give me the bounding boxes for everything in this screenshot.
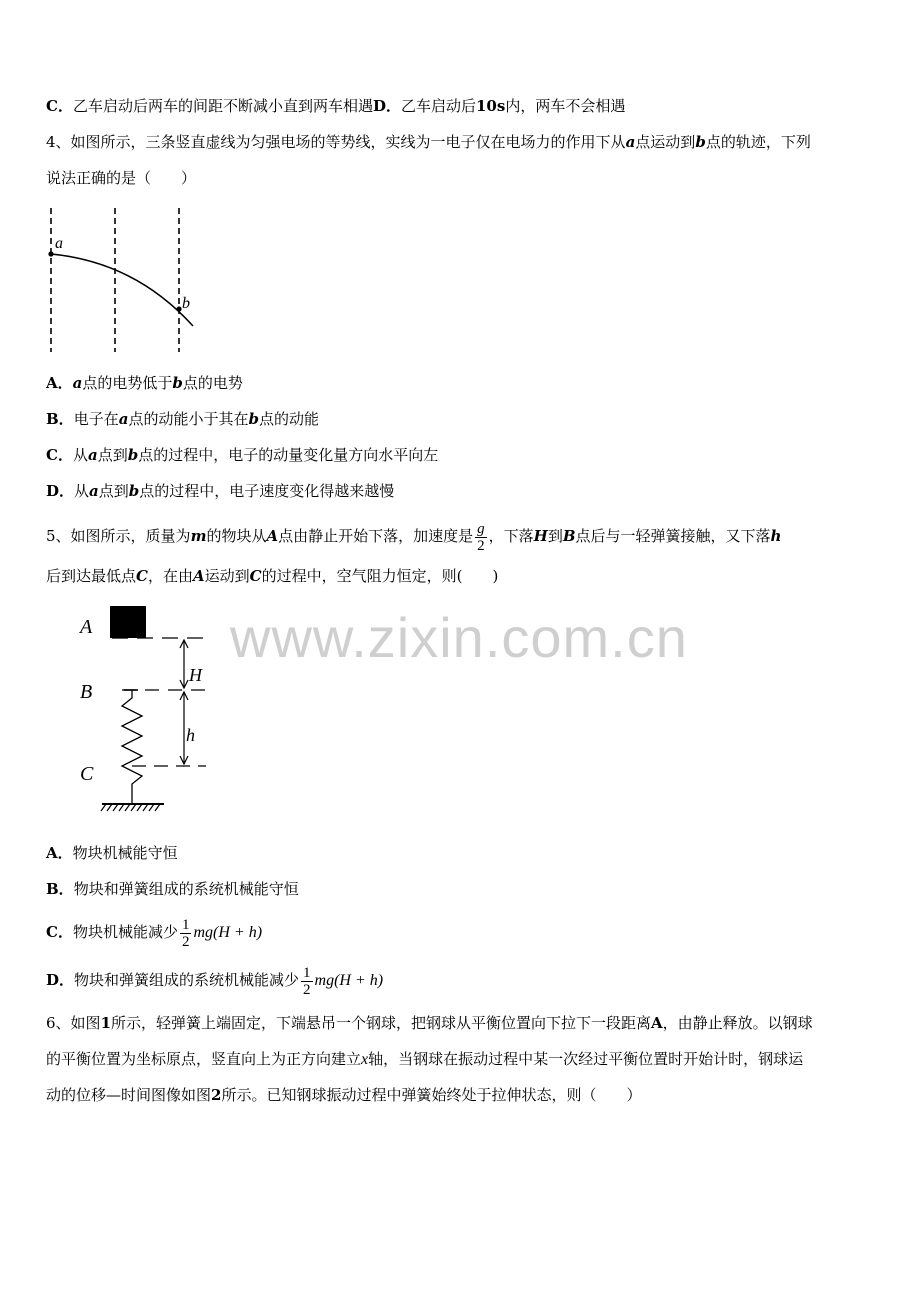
math-expression: mg(H + h) bbox=[314, 972, 384, 989]
option-text: 点到 bbox=[98, 482, 129, 500]
question-number: 6、 bbox=[46, 1014, 71, 1032]
q6-stem-line2 bbox=[46, 1049, 803, 1070]
fraction-numerator: 1 bbox=[303, 964, 311, 981]
q5-option-d bbox=[46, 960, 383, 1000]
q5-option-b bbox=[46, 879, 299, 899]
option-text: 乙车启动后两车的间距不断减小直到两车相遇 bbox=[72, 97, 373, 115]
stem-text: 所示，轻弹簧上端固定，下端悬吊一个钢球，把钢球从平衡位置向下拉下一段距离 bbox=[111, 1014, 652, 1032]
q5-stem-line1 bbox=[46, 518, 781, 554]
ground-hatch bbox=[101, 804, 160, 811]
stem-text: ，在由 bbox=[147, 567, 193, 585]
option-label: C． bbox=[46, 923, 73, 941]
label-C: C bbox=[80, 763, 94, 785]
var-a: a bbox=[89, 482, 99, 500]
var-h: h bbox=[770, 527, 782, 545]
fraction-one-half bbox=[180, 917, 192, 950]
stem-text: ，下落 bbox=[488, 527, 534, 545]
option-text: 电子在 bbox=[73, 410, 119, 428]
var-H: H bbox=[533, 527, 548, 545]
stem-text: 如图所示，三条竖直虚线为匀强电场的等势线，实线为一电子仅在电场力的作用下从 bbox=[70, 133, 626, 151]
var-m: m bbox=[190, 527, 207, 545]
fraction-denominator: 2 bbox=[303, 981, 311, 998]
option-text: 点的电势低于 bbox=[82, 374, 173, 392]
option-text: 点的动能 bbox=[258, 410, 319, 428]
stem-text: 如图所示，质量为 bbox=[70, 527, 191, 545]
fraction-one-half bbox=[301, 965, 313, 998]
option-label: D． bbox=[46, 482, 75, 500]
option-text: 物块机械能减少 bbox=[72, 923, 178, 941]
q4-stem-line1 bbox=[46, 132, 811, 152]
option-text: 物块和弹簧组成的系统机械能守恒 bbox=[73, 880, 299, 898]
q4-option-a bbox=[46, 373, 243, 393]
var-b: b bbox=[248, 410, 259, 428]
var-A: A bbox=[651, 1014, 663, 1032]
stem-text: 运动到 bbox=[204, 567, 250, 585]
watermark: www.zixin.com.cn bbox=[230, 606, 688, 669]
var-C: C bbox=[136, 567, 148, 585]
option-label: C． bbox=[46, 446, 73, 464]
q5-option-a bbox=[46, 843, 178, 863]
var-a: a bbox=[625, 133, 636, 151]
option-label: C． bbox=[46, 97, 73, 115]
label-H: H bbox=[189, 665, 202, 685]
option-text: 内，两车不会相遇 bbox=[505, 97, 626, 115]
stem-text: 的过程中，空气阻力恒定，则( ) bbox=[261, 567, 499, 585]
block bbox=[110, 606, 146, 638]
figure-ref: 2 bbox=[211, 1086, 222, 1104]
option-text: 物块和弹簧组成的系统机械能减少 bbox=[74, 971, 300, 989]
var-A: A bbox=[192, 567, 205, 585]
q4-stem-line2: 说法正确的是（ ） bbox=[46, 169, 197, 187]
q5-stem-line2 bbox=[46, 566, 498, 586]
stem-text: 点由静止开始下落，加速度是 bbox=[278, 527, 474, 545]
option-label: D． bbox=[372, 97, 401, 115]
var-a: a bbox=[72, 374, 83, 392]
stem-text: ，由静止释放。以钢球 bbox=[662, 1014, 813, 1032]
option-text: 物块机械能守恒 bbox=[72, 844, 178, 862]
var-C: C bbox=[249, 567, 262, 585]
label-B: B bbox=[80, 681, 93, 703]
label-A: A bbox=[80, 616, 93, 638]
option-text: 点的动能小于其在 bbox=[128, 410, 249, 428]
var-b: b bbox=[127, 446, 139, 464]
trajectory-curve bbox=[51, 254, 193, 326]
option-text: 乙车启动后 bbox=[400, 97, 476, 115]
var-b: b bbox=[172, 374, 183, 392]
label-h: h bbox=[186, 725, 195, 745]
fraction-numerator: 1 bbox=[181, 916, 190, 933]
var-B: B bbox=[562, 527, 576, 545]
fraction-denominator: 2 bbox=[477, 537, 485, 554]
q6-stem-line1 bbox=[46, 1013, 813, 1033]
question-number: 4、 bbox=[46, 133, 71, 151]
stem-text: 点的轨迹，下列 bbox=[705, 133, 811, 151]
fraction-denominator: 2 bbox=[181, 933, 190, 950]
point-b bbox=[176, 306, 181, 311]
var-b: b bbox=[695, 133, 706, 151]
stem-text: 到 bbox=[547, 527, 563, 545]
stem-text: 所示。已知钢球振动过程中弹簧始终处于拉伸状态，则（ ） bbox=[221, 1086, 642, 1104]
spring bbox=[122, 690, 142, 804]
stem-text: 点后与一轻弹簧接触，又下落 bbox=[575, 527, 771, 545]
option-label: A． bbox=[46, 374, 73, 392]
option-label: B． bbox=[46, 410, 74, 428]
var-a: a bbox=[118, 410, 129, 428]
option-label: A． bbox=[46, 844, 73, 862]
option-text: 点的过程中，电子速度变化得越来越慢 bbox=[139, 482, 395, 500]
option-text: 点的电势 bbox=[182, 374, 243, 392]
var-A: A bbox=[266, 527, 279, 545]
stem-text: 点运动到 bbox=[635, 133, 696, 151]
option-text: 从 bbox=[74, 482, 90, 500]
var-x: x bbox=[361, 1051, 369, 1068]
q5-figure bbox=[72, 600, 222, 836]
math-expression: mg(H + h) bbox=[193, 924, 263, 941]
var-a: a bbox=[87, 446, 98, 464]
fraction-g-over-2 bbox=[475, 521, 487, 554]
figure-ref: 1 bbox=[100, 1014, 111, 1032]
option-label: B． bbox=[46, 880, 74, 898]
option-label: D． bbox=[46, 971, 75, 989]
stem-text: 轴，当钢球在振动过程中某一次经过平衡位置时开始计时，钢球运 bbox=[368, 1050, 804, 1068]
q4-option-c bbox=[46, 445, 438, 465]
q5-option-c bbox=[46, 912, 262, 952]
var-b: b bbox=[128, 482, 140, 500]
stem-text: 如图 bbox=[70, 1014, 101, 1032]
stem-text: 的平衡位置为坐标原点，竖直向上为正方向建立 bbox=[46, 1050, 362, 1068]
stem-text: 后到达最低点 bbox=[46, 567, 137, 585]
q3-options-cd bbox=[46, 96, 625, 116]
option-text: 10s bbox=[476, 97, 506, 115]
point-a bbox=[48, 251, 53, 256]
q4-option-d bbox=[46, 481, 394, 501]
question-number: 5、 bbox=[46, 527, 71, 545]
stem-text: 动的位移—时间图像如图 bbox=[46, 1086, 212, 1104]
stem-text: 的物块从 bbox=[206, 527, 267, 545]
q6-stem-line3 bbox=[46, 1085, 641, 1105]
fraction-numerator: g bbox=[477, 520, 485, 537]
option-text: 点的过程中，电子的动量变化量方向水平向左 bbox=[138, 446, 439, 464]
label-b: b bbox=[182, 295, 190, 312]
label-a: a bbox=[55, 235, 63, 252]
option-text: 从 bbox=[72, 446, 88, 464]
q4-option-b bbox=[46, 409, 319, 429]
option-text: 点到 bbox=[97, 446, 128, 464]
q4-figure bbox=[40, 204, 210, 356]
